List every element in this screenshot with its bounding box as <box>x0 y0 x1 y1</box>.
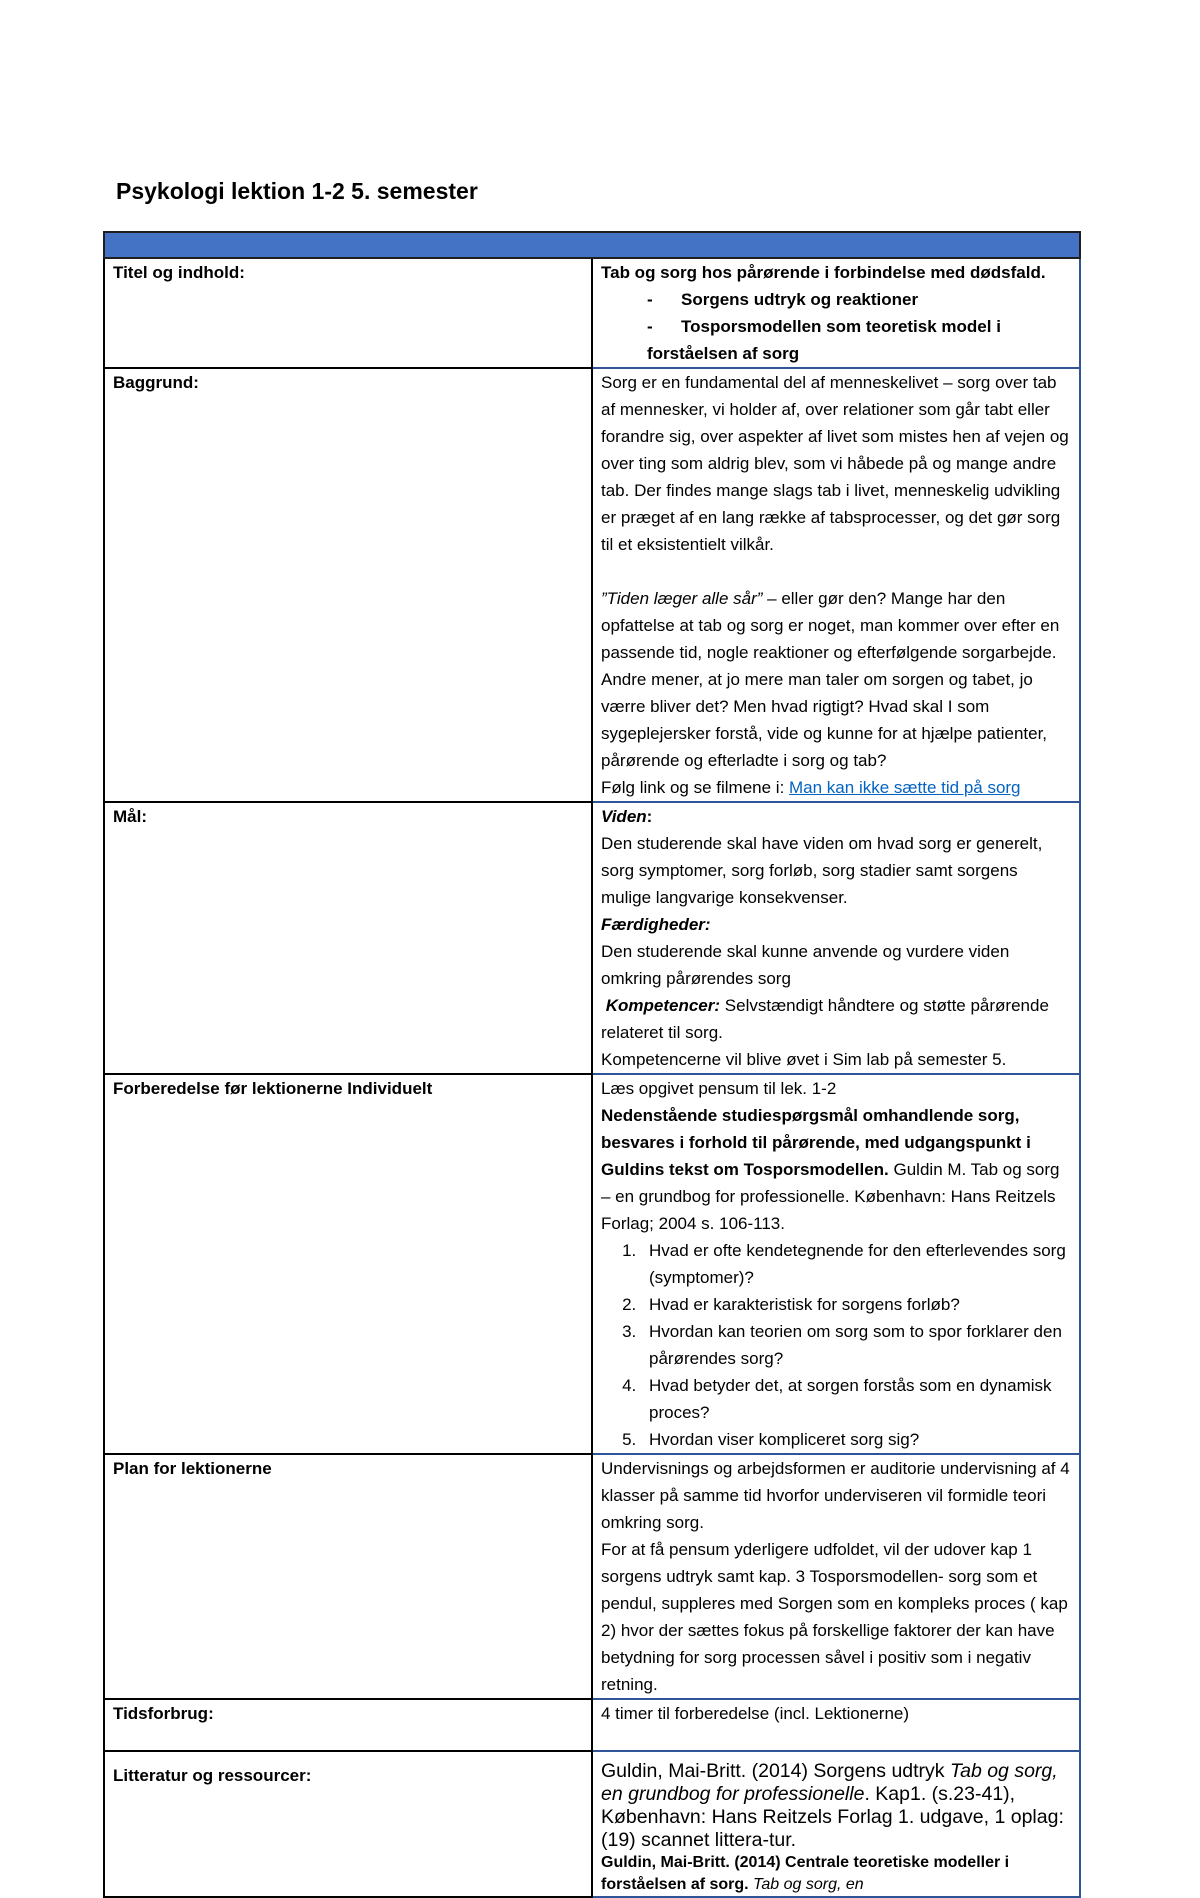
row-label-forberedelse: Forberedelse før lektionerne Individuelt <box>104 1074 592 1454</box>
row-label-maal: Mål: <box>104 802 592 1074</box>
faerdigheder-text: Den studerende skal kunne anvende og vurdere viden omkring pårørendes sorg <box>601 942 1010 988</box>
row-label-baggrund: Baggrund: <box>104 368 592 802</box>
plan-paragraph-1: Undervisnings og arbejdsformen er auditorie undervisning af 4 klasser på samme tid hvorfor underviseren vil formidle teori omkring sorg. <box>601 1459 1070 1532</box>
table-header-bar <box>104 232 1080 258</box>
viden-heading: Viden: <box>601 807 653 826</box>
forb-paragraph: Nedenstående studiespørgsmål omhandlende sorg, besvares i forhold til pårørende, med udgangspunkt i Guldins tekst om Tosporsmodellen. Guldin M. Tab og sorg – en grundbog for professionelle. København: Hans Reitzels Forlag; 2004 s. 106-113. <box>601 1106 1060 1233</box>
faerdigheder-heading: Færdigheder: <box>601 915 711 934</box>
row-forberedelse <box>104 1074 1080 1454</box>
titel-bullet-2: - Tosporsmodellen som teoretisk model i forståelsen af sorg <box>647 317 1001 363</box>
list-item: 4. Hvad betyder det, at sorgen forstås som en dynamisk proces? <box>641 1372 1071 1426</box>
row-litteratur <box>104 1751 1080 1897</box>
row-maal <box>104 802 1080 1074</box>
list-item: 3. Hvordan kan teorien om sorg som to spor forklarer den pårørendes sorg? <box>641 1318 1071 1372</box>
row-label-plan: Plan for lektionerne <box>104 1454 592 1699</box>
baggrund-quote: ”Tiden læger alle sår” <box>601 589 763 608</box>
row-value-forberedelse <box>592 1074 1080 1454</box>
titel-main: Tab og sorg hos pårørende i forbindelse med dødsfald. <box>601 263 1046 282</box>
kompetencer-text: Kompetencerne vil blive øvet i Sim lab på semester 5. <box>601 1050 1007 1069</box>
viden-text: Den studerende skal have viden om hvad sorg er generelt, sorg symptomer, sorg forløb, sorg stadier samt sorgens mulige langvarige konsekvenser. <box>601 834 1043 907</box>
list-item: 2. Hvad er karakteristisk for sorgens forløb? <box>641 1291 1071 1318</box>
table-header-row <box>104 232 1080 258</box>
row-titel <box>104 258 1080 368</box>
list-item: 1. Hvad er ofte kendetegnende for den efterlevendes sorg (symptomer)? <box>641 1237 1071 1291</box>
row-plan <box>104 1454 1080 1699</box>
list-item: 5. Hvordan viser kompliceret sorg sig? <box>641 1426 1071 1453</box>
lesson-table <box>103 231 1081 1898</box>
forb-line-1: Læs opgivet pensum til lek. 1-2 <box>601 1079 837 1098</box>
row-label-tidsforbrug: Tidsforbrug: <box>104 1699 592 1751</box>
row-label-litteratur: Litteratur og ressourcer: <box>104 1751 592 1897</box>
row-value-plan <box>592 1454 1080 1699</box>
baggrund-paragraph-1: Sorg er en fundamental del af menneskelivet – sorg over tab af mennesker, vi holder af, over relationer som går tabt eller forandre sig, over aspekter af livet som mistes hen af vejen og over ting som aldrig blev, som vi håbede på og mange andre tab. Der findes mange slags tab i livet, menneskelig udvikling er præget af en lang række af tabsprocesser, og det gør sorg til et eksistentielt vilkår. <box>601 373 1069 554</box>
row-value-litteratur <box>592 1751 1080 1897</box>
row-label-titel: Titel og indhold: <box>104 258 592 368</box>
baggrund-link-line: Følg link og se filmene i: Man kan ikke sætte tid på sorg <box>601 778 1021 797</box>
kompetencer-heading: Kompetencer: <box>605 996 721 1015</box>
row-tidsforbrug <box>104 1699 1080 1751</box>
kompetencer-line: Kompetencer: Selvstændigt håndtere og støtte pårørende relateret til sorg. <box>601 996 1049 1042</box>
literature-ref-2: Guldin, Mai-Britt. (2014) Centrale teoretiske modeller i forståelsen af sorg. Tab og sorg, en <box>601 1854 1010 1893</box>
baggrund-paragraph-2: ”Tiden læger alle sår” – eller gør den? Mange har den opfattelse at tab og sorg er noget, man kommer over efter en passende tid, nogle reaktioner og efterfølgende sorgarbejde. Andre mener, at jo mere man taler om sorgen og tabet, jo værre bliver det? Men hvad rigtigt? Hvad skal I som sygeplejersker forstå, vide og kunne for at hjælpe patienter, pårørende og efterladte i sorg og tab? <box>601 589 1060 770</box>
row-baggrund <box>104 368 1080 802</box>
film-link[interactable]: Man kan ikke sætte tid på sorg <box>789 778 1021 797</box>
literature-ref-1: Guldin, Mai-Britt. (2014) Sorgens udtryk Tab og sorg, en grundbog for professionelle. Kap1. (s.23-41), København: Hans Reitzels Forlag 1. udgave, 1 oplag: (19) scannet littera-tur. <box>601 1760 1064 1851</box>
plan-paragraph-2: For at få pensum yderligere udfoldet, vil der udover kap 1 sorgens udtryk samt kap. 3 Tosporsmodellen- sorg som et pendul, suppleres med Sorgen som en kompleks proces ( kap 2) hvor der sættes fokus på forskellige faktorer der kan have betydning for sorg processen såvel i positiv som i negativ retning. <box>601 1540 1068 1694</box>
row-value-tidsforbrug: 4 timer til forberedelse (incl. Lektionerne) <box>592 1699 1080 1751</box>
titel-bullet-1: - Sorgens udtryk og reaktioner <box>647 290 919 309</box>
row-value-baggrund <box>592 368 1080 802</box>
page-title: Psykologi lektion 1-2 5. semester <box>116 178 478 204</box>
row-value-maal <box>592 802 1080 1074</box>
row-value-titel <box>592 258 1080 368</box>
study-questions-list <box>601 1237 1071 1453</box>
